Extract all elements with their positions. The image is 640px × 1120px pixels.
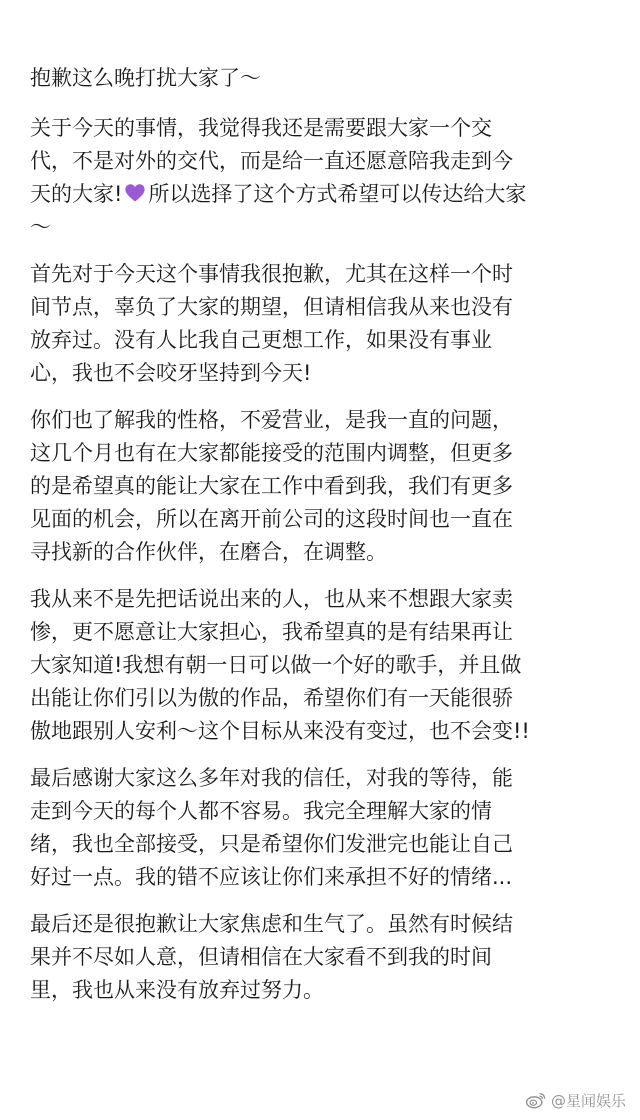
text-line: ～	[30, 215, 51, 239]
document-title: 抱歉这么晚打扰大家了～	[30, 66, 261, 90]
text-line: 的是希望真的能让大家在工作中看到我，我们有更多	[30, 474, 513, 498]
text-line: 绪，我也全部接受，只是希望你们发泄完也能让自己	[30, 832, 513, 856]
text-line: 里，我也从来没有放弃过努力。	[30, 978, 324, 1002]
text-line: 好过一点。我的错不应该让你们来承担不好的情绪...	[30, 865, 513, 889]
watermark-text: @星闻娱乐	[550, 1091, 626, 1110]
text-line: 走到今天的每个人都不容易。我完全理解大家的情	[30, 799, 492, 823]
text-line: 你们也了解我的性格，不爱营业，是我一直的问题，	[30, 408, 513, 432]
text-line: 间节点，辜负了大家的期望，但请相信我从来也没有	[30, 295, 513, 319]
weibo-logo-icon	[525, 1091, 547, 1109]
paragraph-2	[30, 258, 620, 390]
text-line: 最后还是很抱歉让大家焦虑和生气了。虽然有时候结	[30, 912, 513, 936]
text-line: 心，我也不会咬牙坚持到今天!	[30, 361, 312, 385]
text-line: 大家知道!我想有朝一日可以做一个好的歌手，并且做	[30, 653, 522, 677]
text-line: 代，不是对外的交代，而是给一直还愿意陪我走到今	[30, 149, 513, 173]
watermark	[525, 1088, 626, 1112]
paragraph-4	[30, 583, 620, 748]
paragraph-5	[30, 762, 620, 894]
paragraph-6	[30, 908, 620, 1007]
purple-heart-icon	[124, 182, 146, 204]
text-line-with-heart	[30, 178, 620, 211]
text-line: 这几个月也有在大家都能接受的范围内调整，但更多	[30, 441, 513, 465]
text-line: 关于今天的事情，我觉得我还是需要跟大家一个交	[30, 116, 492, 140]
text-line: 傲地跟别人安利～这个目标从来没有变过，也不会变!!	[30, 719, 530, 743]
text-line: 出能让你们引以为傲的作品，希望你们有一天能很骄	[30, 686, 513, 710]
text-line: 最后感谢大家这么多年对我的信任，对我的等待，能	[30, 766, 513, 790]
text-segment: 天的大家!	[30, 182, 123, 206]
text-line: 我从来不是先把话说出来的人，也从来不想跟大家卖	[30, 587, 513, 611]
text-line: 见面的机会，所以在离开前公司的这段时间也一直在	[30, 507, 513, 531]
text-segment: 所以选择了这个方式希望可以传达给大家	[148, 182, 527, 206]
text-line: 放弃过。没有人比我自己更想工作，如果没有事业	[30, 328, 492, 352]
text-line: 首先对于今天这个事情我很抱歉，尤其在这样一个时	[30, 262, 513, 286]
paragraph-3	[30, 404, 620, 569]
text-line: 惨，更不愿意让大家担心，我希望真的是有结果再让	[30, 620, 513, 644]
paragraph-1	[30, 112, 620, 244]
text-line: 寻找新的合作伙伴，在磨合，在调整。	[30, 540, 387, 564]
text-line: 果并不尽如人意，但请相信在大家看不到我的时间	[30, 945, 492, 969]
